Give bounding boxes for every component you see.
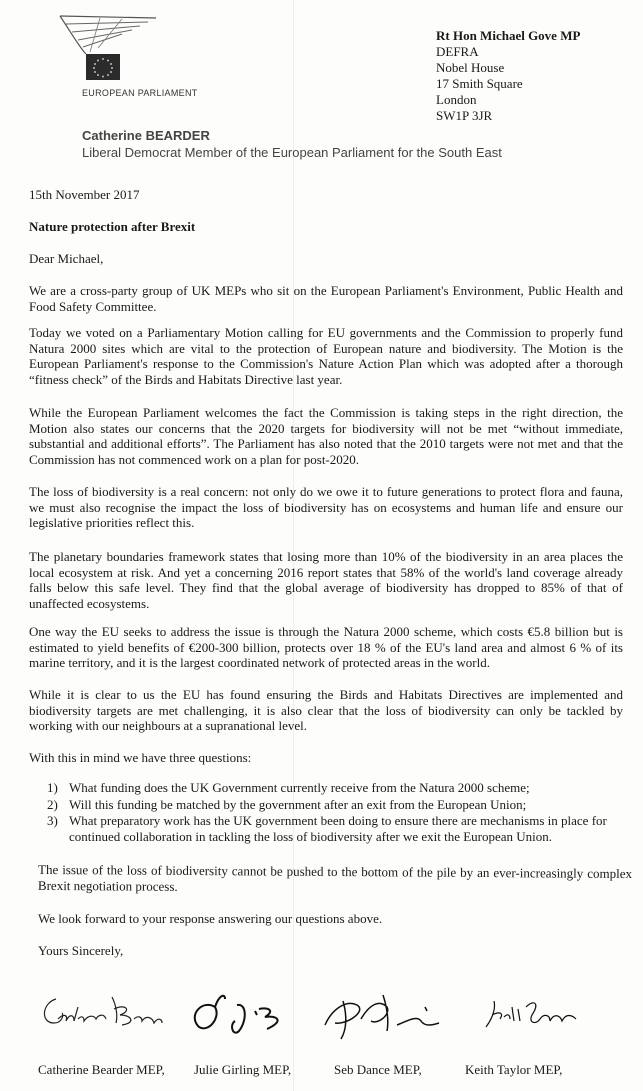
list-number: 2) (47, 796, 58, 812)
signature-catherine-bearder (34, 985, 164, 1045)
body-paragraph: The loss of biodiversity is a real concern: not only do we owe it to future generations to protect flora and fauna, we must also recognise the impact the loss of biodiversity has on ecosystems and human life and ensure our legislative priorities reflect this. (29, 484, 623, 530)
address-line: SW1P 3JR (436, 108, 493, 123)
body-paragraph: Today we voted on a Parliamentary Motion calling for EU governments and the Commission to properly fund Natura 2000 sites which are vital to the protection of European nature and biodiversity. The Motion is the European Parliament's response to the Commission's Nature Action Plan which was adopted after a thorough “fitness check” of the Birds and Habitats Directive last year. (29, 325, 623, 387)
address-line: 17 Smith Square (436, 76, 523, 91)
body-paragraph: While the European Parliament welcomes the fact the Commission is taking steps in the right direction, the Motion also states our concerns that the 2020 targets for biodiversity will not be met “without immediate, substantial and additional efforts”. The Parliament has also noted that the 2010 targets were not met and that the Commission has not commenced work on a plan for post-2020. (29, 405, 623, 467)
recipient-name: Rt Hon Michael Gove MP (436, 28, 581, 43)
signatory-name: Catherine Bearder MEP, (38, 1062, 165, 1077)
recipient-address (436, 28, 580, 124)
address-line: Nobel House (436, 60, 505, 75)
body-paragraph: While it is clear to us the EU has found ensuring the Birds and Habitats Directives are implemented and biodiversity targets are met challenging, it is also clear that the loss of biodiversity can only be tackled by working with our neighbours at a supranational level. (29, 687, 623, 733)
signatory-name: Keith Taylor MEP, (465, 1062, 563, 1077)
question-list (47, 780, 627, 845)
body-paragraph: The planetary boundaries framework states that losing more than 10% of the biodiversity in an area places the local ecosystem at risk. And yet a concerning 2016 report states that 58% of the world's land coverage already falls below this safe level. They find that the global average of biodiversity has dropped to 85% of that of unaffected ecosystems. (29, 549, 623, 611)
body-paragraph: We are a cross-party group of UK MEPs who sit on the European Parliament's Environment, Public Health and Food Safety Committee. (29, 283, 623, 314)
address-line: DEFRA (436, 44, 479, 59)
list-number: 3) (47, 813, 58, 828)
list-number: 1) (47, 780, 58, 795)
list-text: What funding does the UK Government currently receive from the Natura 2000 scheme; (69, 780, 530, 795)
sender-title: Liberal Democrat Member of the European Parliament for the South East (82, 145, 502, 160)
organisation-name: EUROPEAN PARLIAMENT (82, 88, 198, 98)
signature-keith-taylor (480, 985, 580, 1045)
list-text: What preparatory work has the UK government been doing to ensure there are mechanisms in place for continued collaboration in tackling the loss of biodiversity after we exit the European Union. (69, 813, 607, 844)
list-text: Will this funding be matched by the government after an exit from the European Union; (69, 796, 527, 812)
list-item (47, 797, 627, 813)
body-paragraph: One way the EU seeks to address the issue is through the Natura 2000 scheme, which costs €5.8 billion but is estimated to yield benefits of €200-300 billion, protects over 18 % of the EU's land area and almost 6 % of its marine territory, and it is the largest coordinated network of protected areas in the world. (29, 624, 623, 670)
closing-paragraph: The issue of the loss of biodiversity cannot be pushed to the bottom of the pile by an ever-increasingly complex Brexit negotiation process. (37, 861, 633, 894)
list-item (47, 780, 627, 796)
salutation: Dear Michael, (29, 251, 104, 266)
sender-name: Catherine BEARDER (82, 128, 210, 143)
list-item (47, 813, 627, 844)
closing-paragraph: We look forward to your response answering our questions above. (38, 911, 383, 926)
fold-line (293, 0, 294, 1091)
signatory-name: Seb Dance MEP, (334, 1062, 422, 1077)
letter-subject: Nature protection after Brexit (29, 219, 196, 234)
signature-julie-girling (185, 985, 295, 1045)
body-paragraph: With this in mind we have three questions: (29, 750, 252, 765)
signature-seb-dance (317, 985, 442, 1045)
european-parliament-logo (52, 14, 164, 94)
address-line: London (436, 92, 477, 107)
signatory-name: Julie Girling MEP, (194, 1062, 292, 1077)
letter-date: 15th November 2017 (29, 187, 140, 202)
sign-off: Yours Sincerely, (38, 943, 124, 958)
